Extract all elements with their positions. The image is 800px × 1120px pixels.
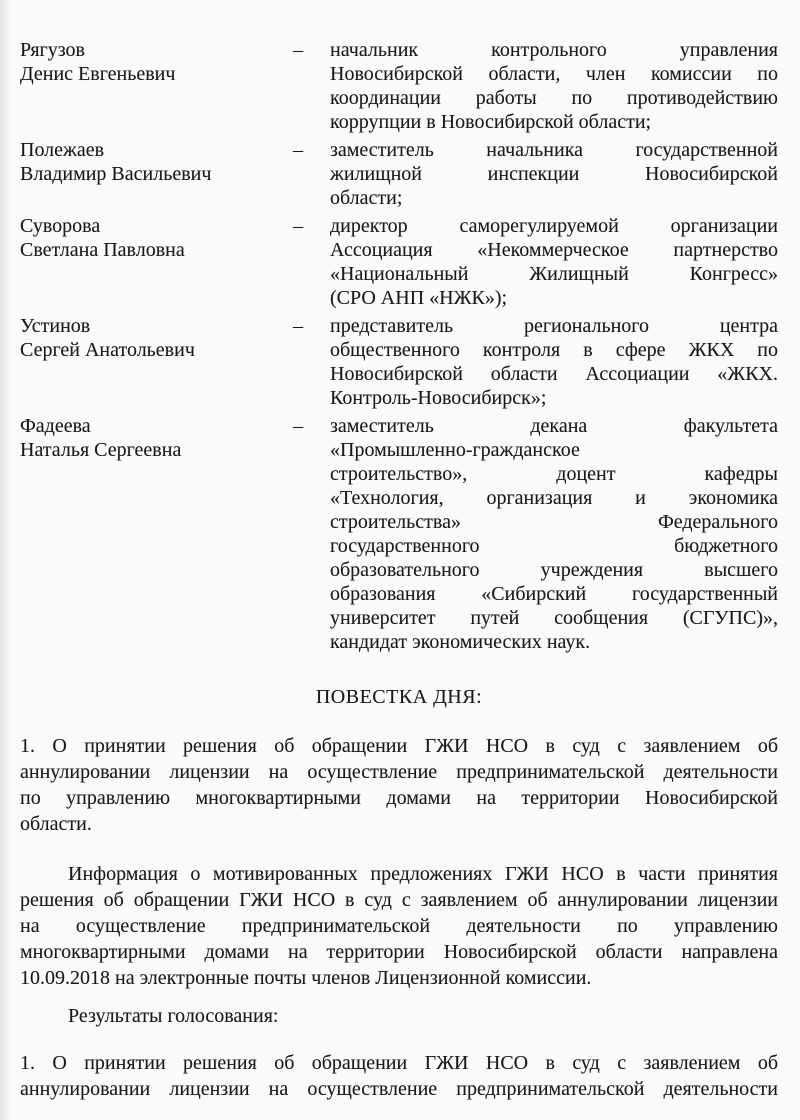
separator-dash: – <box>293 139 303 161</box>
voting-results-label: Результаты голосования: <box>68 1005 279 1027</box>
text-line: Сергей Анатольевич <box>20 339 195 361</box>
text-line: государственного бюджетного <box>330 535 778 557</box>
text-line: строительство», доцент кафедры <box>330 463 778 485</box>
text-line: 1. О принятии решения об обращении ГЖИ НСО в суд с заявлением об <box>20 1052 778 1074</box>
text-line: координации работы по противодействию <box>330 87 778 109</box>
text-line: решения об обращении ГЖИ НСО в суд с заявлением об аннулировании лицензии <box>20 889 778 911</box>
agenda-heading: ПОВЕСТКА ДНЯ: <box>315 686 483 708</box>
text-line: директор саморегулируемой организации <box>330 215 778 237</box>
text-line: Новосибирской области Ассоциации «ЖКХ. <box>330 363 778 385</box>
text-line: Наталья Сергеевна <box>20 439 182 461</box>
text-line: на осуществление предпринимательской деятельности по управлению <box>20 915 778 937</box>
text-line: Информация о мотивированных предложениях ГЖИ НСО в части принятия <box>68 863 778 885</box>
text-line: аннулировании лицензии на осуществление предпринимательской деятельности <box>20 1078 778 1100</box>
text-line: Рягузов <box>20 39 85 61</box>
text-line: Ассоциация «Некоммерческое партнерство <box>330 239 778 261</box>
member-position <box>330 314 778 410</box>
text-line: кандидат экономических наук. <box>330 631 591 653</box>
member-name <box>20 314 278 410</box>
member-name <box>20 414 278 654</box>
member-name <box>20 138 278 210</box>
member-position <box>330 138 778 210</box>
text-line: по управлению многоквартирными домами на территории Новосибирской <box>20 787 778 809</box>
separator-dash: – <box>293 39 303 61</box>
text-line: коррупции в Новосибирской области; <box>330 111 652 133</box>
text-line: представитель регионального центра <box>330 315 778 337</box>
text-line: университет путей сообщения (СГУПС)», <box>330 607 778 629</box>
text-line: Устинов <box>20 315 91 337</box>
text-line: общественного контроля в сфере ЖКХ по <box>330 339 778 361</box>
text-line: 10.09.2018 на электронные почты членов Лицензионной комиссии. <box>20 967 592 989</box>
text-line: Новосибирской области, член комиссии по <box>330 63 778 85</box>
text-line: Светлана Павловна <box>20 239 185 261</box>
text-line: Фадеева <box>20 415 91 437</box>
text-line: аннулировании лицензии на осуществление предпринимательской деятельности <box>20 761 778 783</box>
text-line: строительства» Федерального <box>330 511 778 533</box>
member-list <box>20 38 778 654</box>
text-line: Денис Евгеньевич <box>20 63 176 85</box>
text-line: «Национальный Жилищный Конгресс» <box>330 263 778 285</box>
text-line: (СРО АНП «НЖК»); <box>330 287 508 309</box>
info-paragraph <box>20 861 778 991</box>
text-line: Суворова <box>20 215 101 237</box>
member-row <box>20 414 778 654</box>
member-name <box>20 214 278 310</box>
member-position <box>330 414 778 654</box>
text-line: образовательного учреждения высшего <box>330 559 778 581</box>
member-name <box>20 38 278 134</box>
text-line: «Промышленно-гражданское <box>330 439 580 461</box>
member-row <box>20 138 778 210</box>
agenda-item-1 <box>20 733 778 837</box>
member-row <box>20 314 778 410</box>
text-line: области. <box>20 813 92 835</box>
text-line: заместитель начальника государственной <box>330 139 778 161</box>
member-row <box>20 214 778 310</box>
text-line: 1. О принятии решения об обращении ГЖИ НСО в суд с заявлением об <box>20 735 778 757</box>
text-line: «Технология, организация и экономика <box>330 487 778 509</box>
separator-dash: – <box>293 415 303 437</box>
text-line: многоквартирными домами на территории Новосибирской области направлена <box>20 941 778 963</box>
text-line: заместитель декана факультета <box>330 415 778 437</box>
text-line: образования «Сибирский государственный <box>330 583 778 605</box>
member-position <box>330 214 778 310</box>
separator-dash: – <box>293 215 303 237</box>
text-line: Владимир Васильевич <box>20 163 212 185</box>
text-line: жилищной инспекции Новосибирской <box>330 163 778 185</box>
agenda-item-1-repeat <box>20 1050 778 1102</box>
text-line: области; <box>330 187 403 209</box>
text-line: начальник контрольного управления <box>330 39 778 61</box>
text-line: Полежаев <box>20 139 105 161</box>
text-line: Контроль-Новосибирск»; <box>330 387 547 409</box>
member-position <box>330 38 778 134</box>
separator-dash: – <box>293 315 303 337</box>
member-row <box>20 38 778 134</box>
